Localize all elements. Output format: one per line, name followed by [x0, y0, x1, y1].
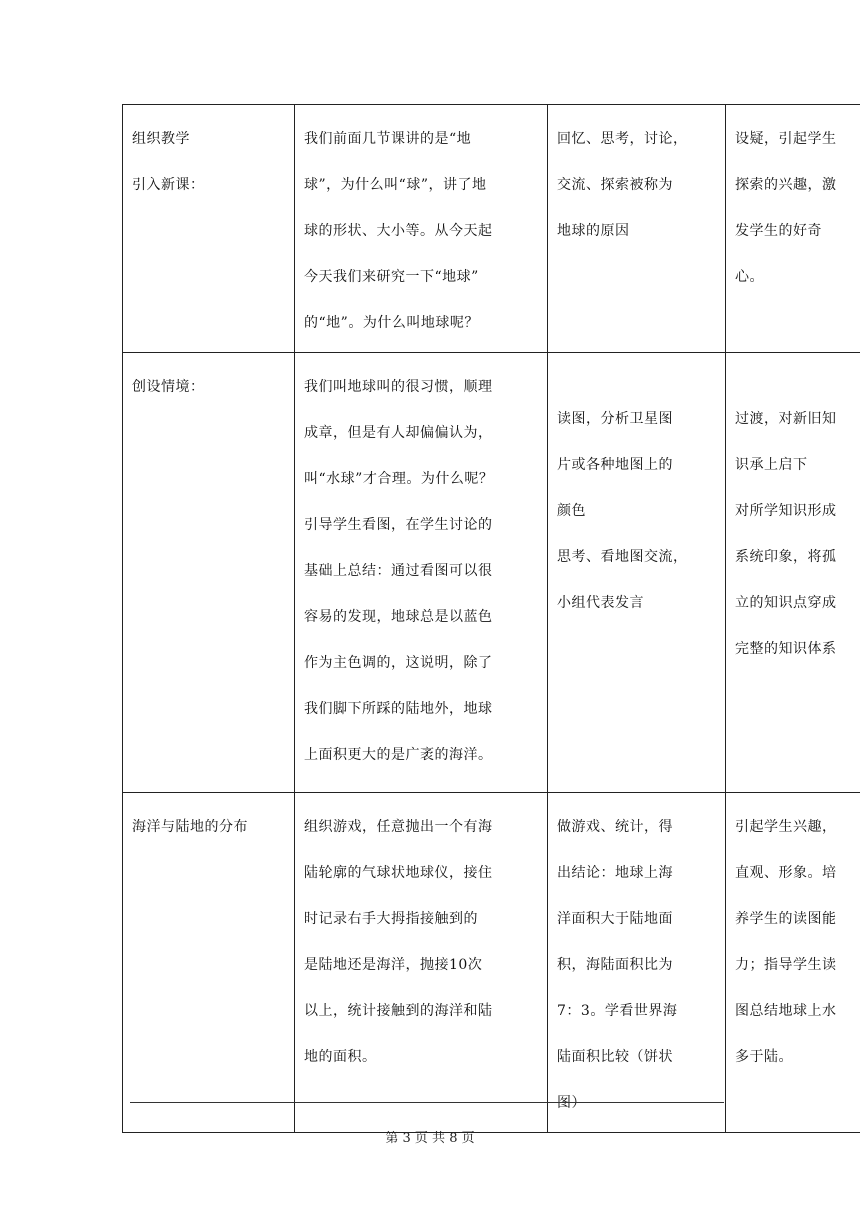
cell-line: 地球的原因	[557, 223, 630, 239]
cell-line: 思考、看地图交流，	[557, 549, 688, 565]
stage-cell	[123, 105, 295, 353]
design-intent-cell	[726, 105, 860, 353]
cell-line: 回忆、思考，讨论，	[557, 131, 688, 147]
cell-line: 力；指导学生读	[735, 957, 837, 973]
cell-line: 完整的知识体系	[735, 641, 837, 657]
teacher-activity-cell	[295, 105, 548, 353]
cell-line: 基础上总结：通过看图可以很	[304, 563, 493, 579]
student-activity-cell	[548, 793, 726, 1133]
cell-line: 引导学生看图，在学生讨论的	[304, 517, 493, 533]
cell-line: 陆面积比较（饼状	[557, 1049, 673, 1065]
cell-line: 图总结地球上水	[735, 1003, 837, 1019]
cell-line: 直观、形象。培	[735, 865, 837, 881]
cell-line: 创设情境：	[132, 379, 205, 395]
cell-line: 叫“水球”才合理。为什么呢？	[304, 471, 494, 487]
cell-line: 组织教学	[132, 131, 190, 147]
cell-line: 对所学知识形成	[735, 503, 837, 519]
cell-line: 设疑，引起学生	[735, 131, 837, 147]
cell-line: 颜色	[557, 503, 586, 519]
cell-line: 地的面积。	[304, 1049, 377, 1065]
cell-line: 片或各种地图上的	[557, 457, 673, 473]
cell-line: 我们脚下所踩的陆地外，地球	[304, 701, 493, 717]
cell-line: 作为主色调的，这说明，除了	[304, 655, 493, 671]
cell-line: 多于陆。	[735, 1049, 793, 1065]
cell-line: 引起学生兴趣，	[735, 819, 837, 835]
cell-line: 我们前面几节课讲的是“地	[304, 131, 472, 147]
cell-line: 引入新课：	[132, 177, 205, 193]
cell-line: 交流、探索被称为	[557, 177, 673, 193]
cell-line: 图）	[557, 1095, 586, 1111]
student-activity-cell	[548, 105, 726, 353]
cell-line: 出结论：地球上海	[557, 865, 673, 881]
cell-line: 的“地”。为什么叫地球呢？	[304, 315, 479, 331]
design-intent-cell	[726, 353, 860, 793]
stage-cell	[123, 793, 295, 1133]
table-row	[123, 353, 860, 793]
cell-line: 7：3。学看世界海	[557, 1003, 678, 1019]
cell-line: 陆轮廓的气球状地球仪，接住	[304, 865, 493, 881]
cell-line: 小组代表发言	[557, 595, 644, 611]
student-activity-cell	[548, 353, 726, 793]
cell-line: 系统印象，将孤	[735, 549, 837, 565]
cell-line: 以上，统计接触到的海洋和陆	[304, 1003, 493, 1019]
cell-line: 海洋与陆地的分布	[132, 819, 248, 835]
stage-cell	[123, 353, 295, 793]
cell-line: 我们叫地球叫的很习惯，顺理	[304, 379, 493, 395]
cell-line: 心。	[735, 269, 764, 285]
cell-line: 立的知识点穿成	[735, 595, 837, 611]
page-number: 第 3 页 共 8 页	[385, 1131, 475, 1146]
cell-line: 过渡，对新旧知	[735, 411, 837, 427]
cell-line: 球的形状、大小等。从今天起	[304, 223, 493, 239]
table-row	[123, 793, 860, 1133]
cell-line: 积，海陆面积比为	[557, 957, 673, 973]
cell-line: 养学生的读图能	[735, 911, 837, 927]
cell-line: 是陆地还是海洋，抛接10次	[304, 957, 483, 973]
table-row	[123, 105, 860, 353]
cell-line: 球”，为什么叫“球”，讲了地	[304, 177, 487, 193]
cell-line: 容易的发现，地球总是以蓝色	[304, 609, 493, 625]
teacher-activity-cell	[295, 353, 548, 793]
cell-line: 上面积更大的是广袤的海洋。	[304, 747, 493, 763]
cell-line: 做游戏、统计，得	[557, 819, 673, 835]
cell-line: 组织游戏，任意抛出一个有海	[304, 819, 493, 835]
cell-line: 识承上启下	[735, 457, 808, 473]
cell-line: 洋面积大于陆地面	[557, 911, 673, 927]
cell-line: 时记录右手大拇指接触到的	[304, 911, 478, 927]
footer-divider	[130, 1102, 724, 1103]
cell-line: 发学生的好奇	[735, 223, 822, 239]
lesson-plan-table	[122, 104, 860, 1133]
cell-line: 读图，分析卫星图	[557, 411, 673, 427]
design-intent-cell	[726, 793, 860, 1133]
cell-line: 成章，但是有人却偏偏认为，	[304, 425, 493, 441]
cell-line: 今天我们来研究一下“地球”	[304, 269, 479, 285]
teacher-activity-cell	[295, 793, 548, 1133]
cell-line: 探索的兴趣，激	[735, 177, 837, 193]
